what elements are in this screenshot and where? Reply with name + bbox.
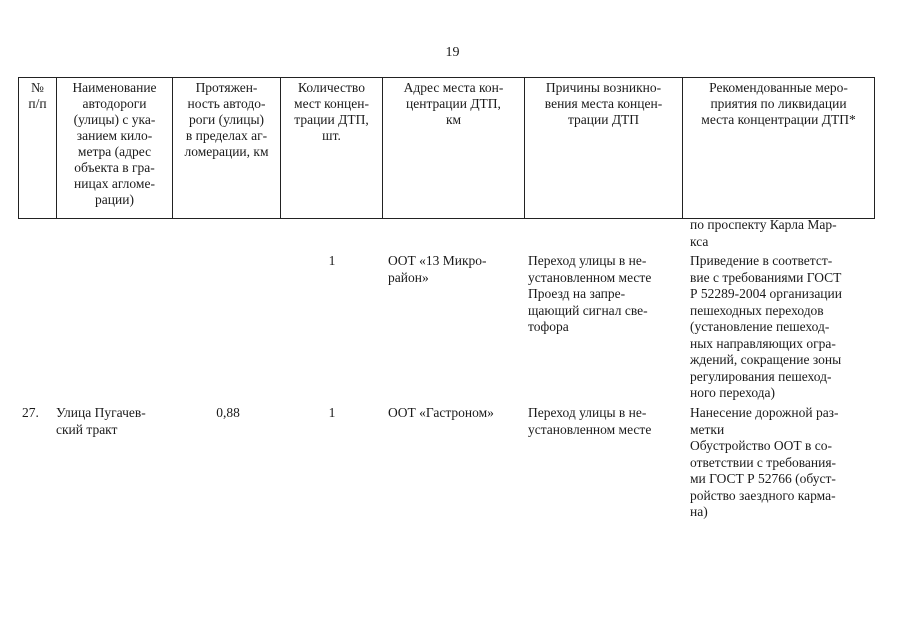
row1-address: ООТ «13 Микро- район» (388, 253, 487, 285)
table-header (18, 77, 875, 219)
row2-name: Улица Пугачев- ский тракт (56, 405, 146, 437)
row2-causes: Переход улицы в не- установленном месте (528, 405, 652, 437)
header-col-name: Наименование автодороги (улицы) с ука- занием кило- метра (адрес объекта в гра- ницах агломе- рации) (57, 78, 173, 219)
row2-address: ООТ «Гастроном» (388, 405, 494, 420)
header-col-count: Количество мест концен- трации ДТП, шт. (281, 78, 383, 219)
row2-count: 1 (328, 405, 336, 420)
row2-length: 0,88 (216, 405, 240, 420)
row1-measures: Приведение в соответст- вие с требованиями ГОСТ Р 52289-2004 организации пешеходных переходов (установление пешеход- ных направляющих огра- ждений, сокращение зоны регулирования пешеход- ного перехода) (690, 253, 842, 400)
page-number: 19 (445, 45, 460, 60)
row2-num: 27. (22, 405, 39, 420)
row2-measures: Нанесение дорожной раз- метки Обустройство ООТ в со- ответствии с требования- ми ГОСТ Р 52766 (обуст- ройство заездного карма- на) (690, 405, 839, 519)
header-col-length: Протяжен- ность автодо- роги (улицы) в пределах аг- ломерации, км (173, 78, 281, 219)
header-col-measures: Рекомендованные меро- приятия по ликвидации места концентрации ДТП* (683, 78, 875, 219)
header-col-address: Адрес места кон- центрации ДТП, км (383, 78, 525, 219)
header-col-num: № п/п (19, 78, 57, 219)
row1-causes: Переход улицы в не- установленном месте Проезд на запре- щающий сигнал све- тофора (528, 253, 652, 334)
continuation-measures: по проспекту Карла Мар- кса (690, 217, 837, 249)
header-col-causes: Причины возникно- вения места концен- трации ДТП (525, 78, 683, 219)
row1-count: 1 (328, 253, 336, 268)
